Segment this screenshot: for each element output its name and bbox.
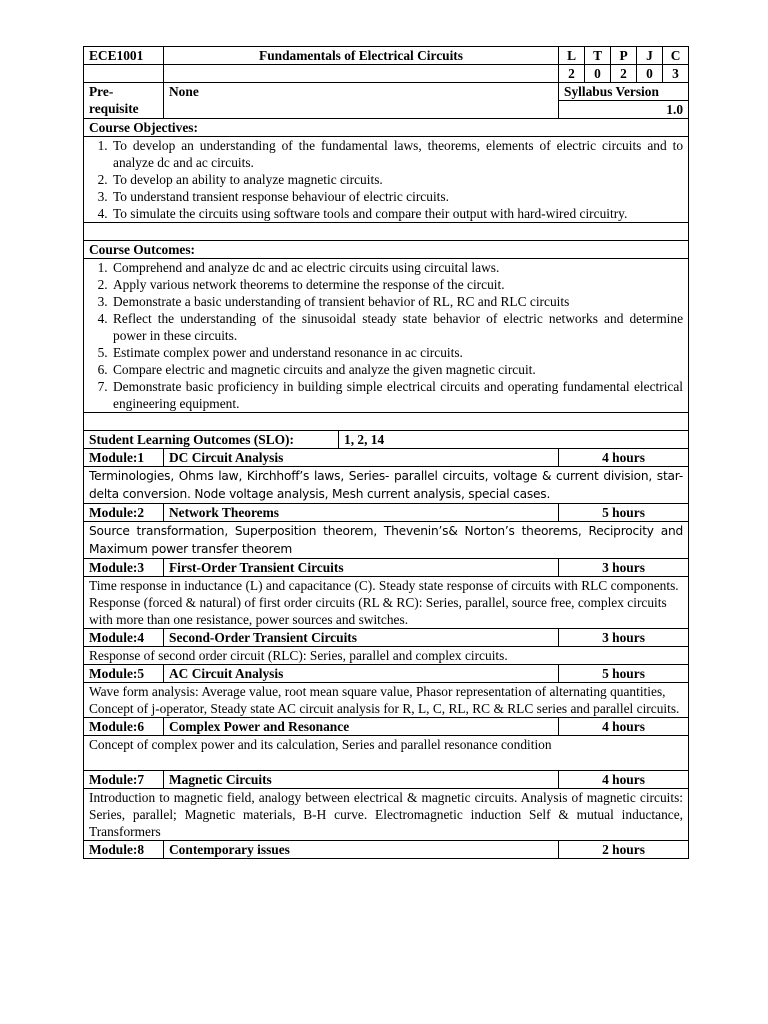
objective-item: 2. To develop an ability to analyze magnetic circuits. [111,171,683,188]
outcome-item: 7. Demonstrate basic proficiency in building simple electrical circuits and operating fundamental electrical engineering equipment. [111,378,683,412]
module-content: Response of second order circuit (RLC): Series, parallel and complex circuits. [84,647,689,665]
spacer-row [84,223,689,241]
module-hours: 3 hours [559,629,689,647]
outcomes-list [89,259,683,412]
module-label: Module:5 [84,665,164,683]
module-content: Time response in inductance (L) and capacitance (C). Steady state response of circuits with RLC components. Response (forced & natural) of first order circuits (RL & RC): Series, parallel, source free, complex circuits with more than one resistance, power sources and switches. [84,577,689,629]
ltpjc-value-p: 2 [611,65,637,83]
module-title: DC Circuit Analysis [164,449,559,467]
ltpjc-label-t: T [585,47,611,65]
module-content [84,467,689,504]
outcomes-heading: Course Outcomes: [84,241,689,259]
ltpjc-label-l: L [559,47,585,65]
prereq-label: Pre-requisite [84,83,164,119]
blank-cell [84,65,164,83]
module-hours: 5 hours [559,504,689,522]
slo-label: Student Learning Outcomes (SLO): [84,431,339,449]
module-content-text: Terminologies, Ohms law, Kirchhoff’s laws, Series- parallel circuits, voltage & current division, star-delta conversion. Node voltage analysis, Mesh current analysis, special cases. [89,469,684,501]
module-label: Module:4 [84,629,164,647]
module-hours: 4 hours [559,449,689,467]
prereq-value: None [164,83,559,119]
ltpjc-value-t: 0 [585,65,611,83]
module-label: Module:2 [84,504,164,522]
blank-cell [164,65,559,83]
module-hours: 4 hours [559,718,689,736]
module-content: Introduction to magnetic field, analogy between electrical & magnetic circuits. Analysis of magnetic circuits: Series, parallel; Magnetic materials, B-H curve. Electromagnetic induction Self & mutual inductance, Transformers [84,789,689,841]
module-hours: 4 hours [559,771,689,789]
outcome-item: 1. Comprehend and analyze dc and ac electric circuits using circuital laws. [111,259,683,276]
objectives-list-cell [84,137,689,223]
outcome-item: 2. Apply various network theorems to determine the response of the circuit. [111,276,683,293]
outcome-item: 4. Reflect the understanding of the sinusoidal steady state behavior of electric networks and determine power in these circuits. [111,310,683,344]
objective-item: 4. To simulate the circuits using software tools and compare their output with hard-wired circuitry. [111,205,683,222]
module-label: Module:7 [84,771,164,789]
module-title: Magnetic Circuits [164,771,559,789]
outcomes-list-cell [84,259,689,413]
ltpjc-label-j: J [637,47,663,65]
course-code: ECE1001 [84,47,164,65]
outcome-item: 6. Compare electric and magnetic circuits and analyze the given magnetic circuit. [111,361,683,378]
syllabus-table [83,46,689,859]
spacer-row [84,413,689,431]
module-hours: 2 hours [559,841,689,859]
module-title: First-Order Transient Circuits [164,559,559,577]
objective-item: 1. To develop an understanding of the fundamental laws, theorems, elements of electric circuits and to analyze dc and ac circuits. [111,137,683,171]
syllabus-version: 1.0 [559,101,689,119]
ltpjc-label-p: P [611,47,637,65]
module-label: Module:1 [84,449,164,467]
module-title: Contemporary issues [164,841,559,859]
module-title: AC Circuit Analysis [164,665,559,683]
objectives-heading: Course Objectives: [84,119,689,137]
module-title: Complex Power and Resonance [164,718,559,736]
module-label: Module:6 [84,718,164,736]
course-title: Fundamentals of Electrical Circuits [164,47,559,65]
module-content-text: Source transformation, Superposition theorem, Thevenin’s& Norton’s theorems, Reciprocity and Maximum power transfer theorem [89,524,684,556]
syllabus-version-label: Syllabus Version [559,83,689,101]
ltpjc-value-l: 2 [559,65,585,83]
outcome-item: 3. Demonstrate a basic understanding of transient behavior of RL, RC and RLC circuits [111,293,683,310]
module-label: Module:3 [84,559,164,577]
module-content [84,522,689,559]
objective-item: 3. To understand transient response behaviour of electric circuits. [111,188,683,205]
objectives-list [89,137,683,222]
module-label: Module:8 [84,841,164,859]
ltpjc-value-c: 3 [663,65,689,83]
module-hours: 5 hours [559,665,689,683]
outcome-item: 5. Estimate complex power and understand resonance in ac circuits. [111,344,683,361]
ltpjc-value-j: 0 [637,65,663,83]
module-title: Second-Order Transient Circuits [164,629,559,647]
ltpjc-label-c: C [663,47,689,65]
module-hours: 3 hours [559,559,689,577]
module-title: Network Theorems [164,504,559,522]
module-content: Wave form analysis: Average value, root mean square value, Phasor representation of alternating quantities, Concept of j-operator, Steady state AC circuit analysis for R, L, C, RL, RC & RLC series and parallel circuits. [84,683,689,718]
slo-value: 1, 2, 14 [339,431,689,449]
module-content: Concept of complex power and its calculation, Series and parallel resonance condition [84,736,689,771]
